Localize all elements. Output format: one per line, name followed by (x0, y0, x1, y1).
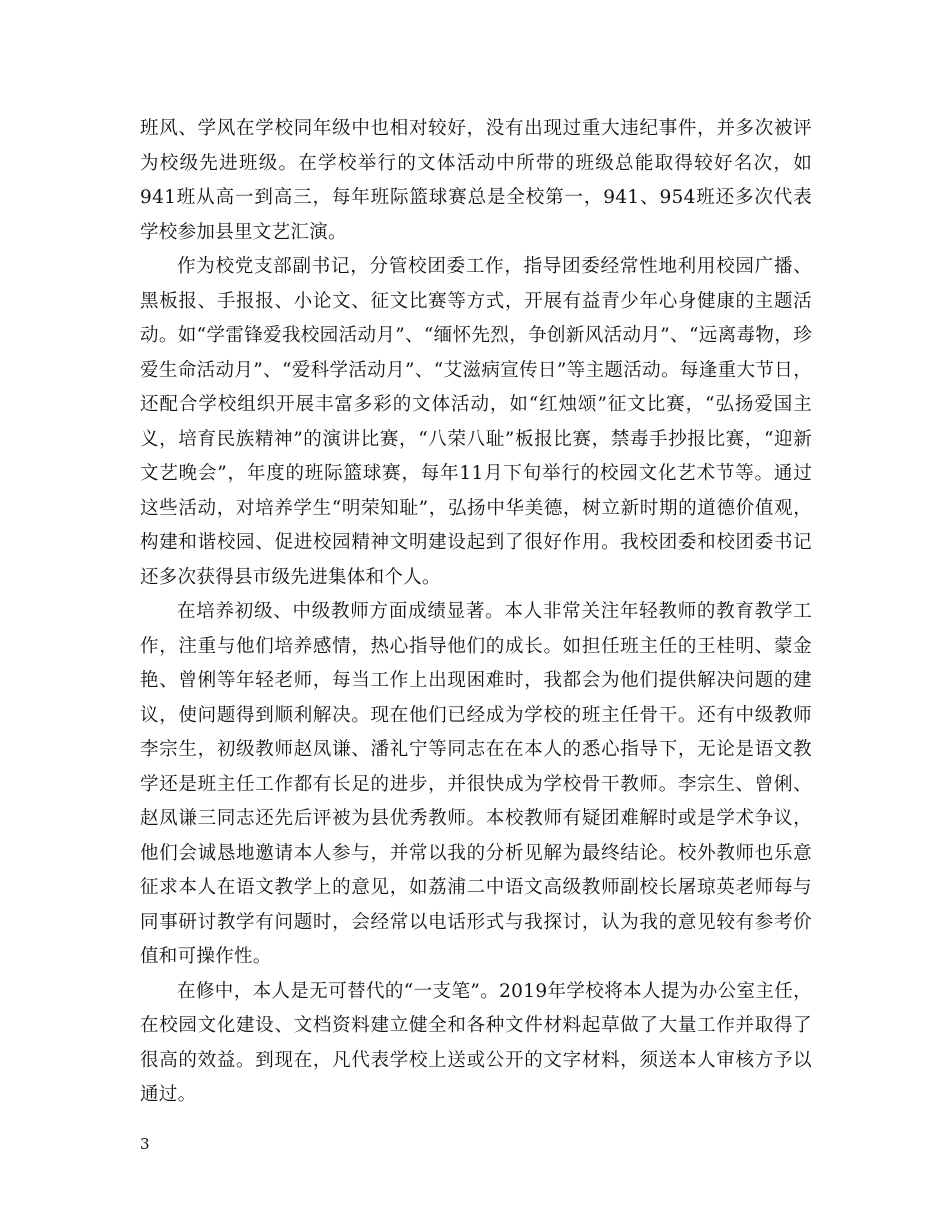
paragraph-class-record: 班风、学风在学校同年级中也相对较好，没有出现过重大违纪事件，并多次被评为校级先进班级。在学校举行的文体活动中所带的班级总能取得较好名次，如941班从高一到高三，每年班际篮球赛总是全校第一，941、954班还多次代表学校参加县里文艺汇演。 (140, 118, 812, 243)
paragraph-writing-role: 在修中，本人是无可替代的“一支笔”。2019年学校将本人提为办公室主任，在校园文化建设、文档资料建立健全和各种文件材料起草做了大量工作并取得了很高的效益。到现在，凡代表学校上送或公开的文字材料，须送本人审核方予以通过。 (140, 980, 812, 1105)
paragraph-teacher-mentoring: 在培养初级、中级教师方面成绩显著。本人非常关注年轻教师的教育教学工作，注重与他们培养感情，热心指导他们的成长。如担任班主任的王桂明、蒙金艳、曾俐等年轻老师，每当工作上出现困难时，我都会为他们提供解决问题的建议，使问题得到顺利解决。现在他们已经成为学校的班主任骨干。还有中级教师李宗生，初级教师赵凤谦、潘礼宁等同志在在本人的悉心指导下，无论是语文教学还是班主任工作都有长足的进步，并很快成为学校骨干教师。李宗生、曾俐、赵凤谦三同志还先后评被为县优秀教师。本校教师有疑团难解时或是学术争议，他们会诚恳地邀请本人参与，并常以我的分析见解为最终结论。校外教师也乐意征求本人在语文教学上的意见，如荔浦二中语文高级教师副校长屠琼英老师每与同事研讨教学有问题时，会经常以电话形式与我探讨，认为我的意见较有参考价值和可操作性。 (140, 601, 812, 967)
page-number: 3 (140, 1135, 150, 1153)
paragraph-youth-league-work: 作为校党支部副书记，分管校团委工作，指导团委经常性地利用校园广播、黑板报、手报报、小论文、征文比赛等方式，开展有益青少年心身健康的主题活动。如“学雷锋爱我校园活动月”、“缅怀先烈，争创新风活动月”、“远离毒物，珍爱生命活动月”、“爱科学活动月”、“艾滋病宣传日”等主题活动。每逢重大节日，还配合学校组织开展丰富多彩的文体活动，如“红烛颂”征文比赛，“弘扬爱国主义，培育民族精神”的演讲比赛，“八荣八耻”板报比赛，禁毒手抄报比赛，“迎新文艺晚会”，年度的班际篮球赛，每年11月下旬举行的校园文化艺术节等。通过这些活动，对培养学生“明荣知耻”，弘扬中华美德，树立新时期的道德价值观，构建和谐校园、促进校园精神文明建设起到了很好作用。我校团委和校团委书记还多次获得县市级先进集体和个人。 (140, 256, 812, 588)
document-body (140, 112, 812, 1113)
